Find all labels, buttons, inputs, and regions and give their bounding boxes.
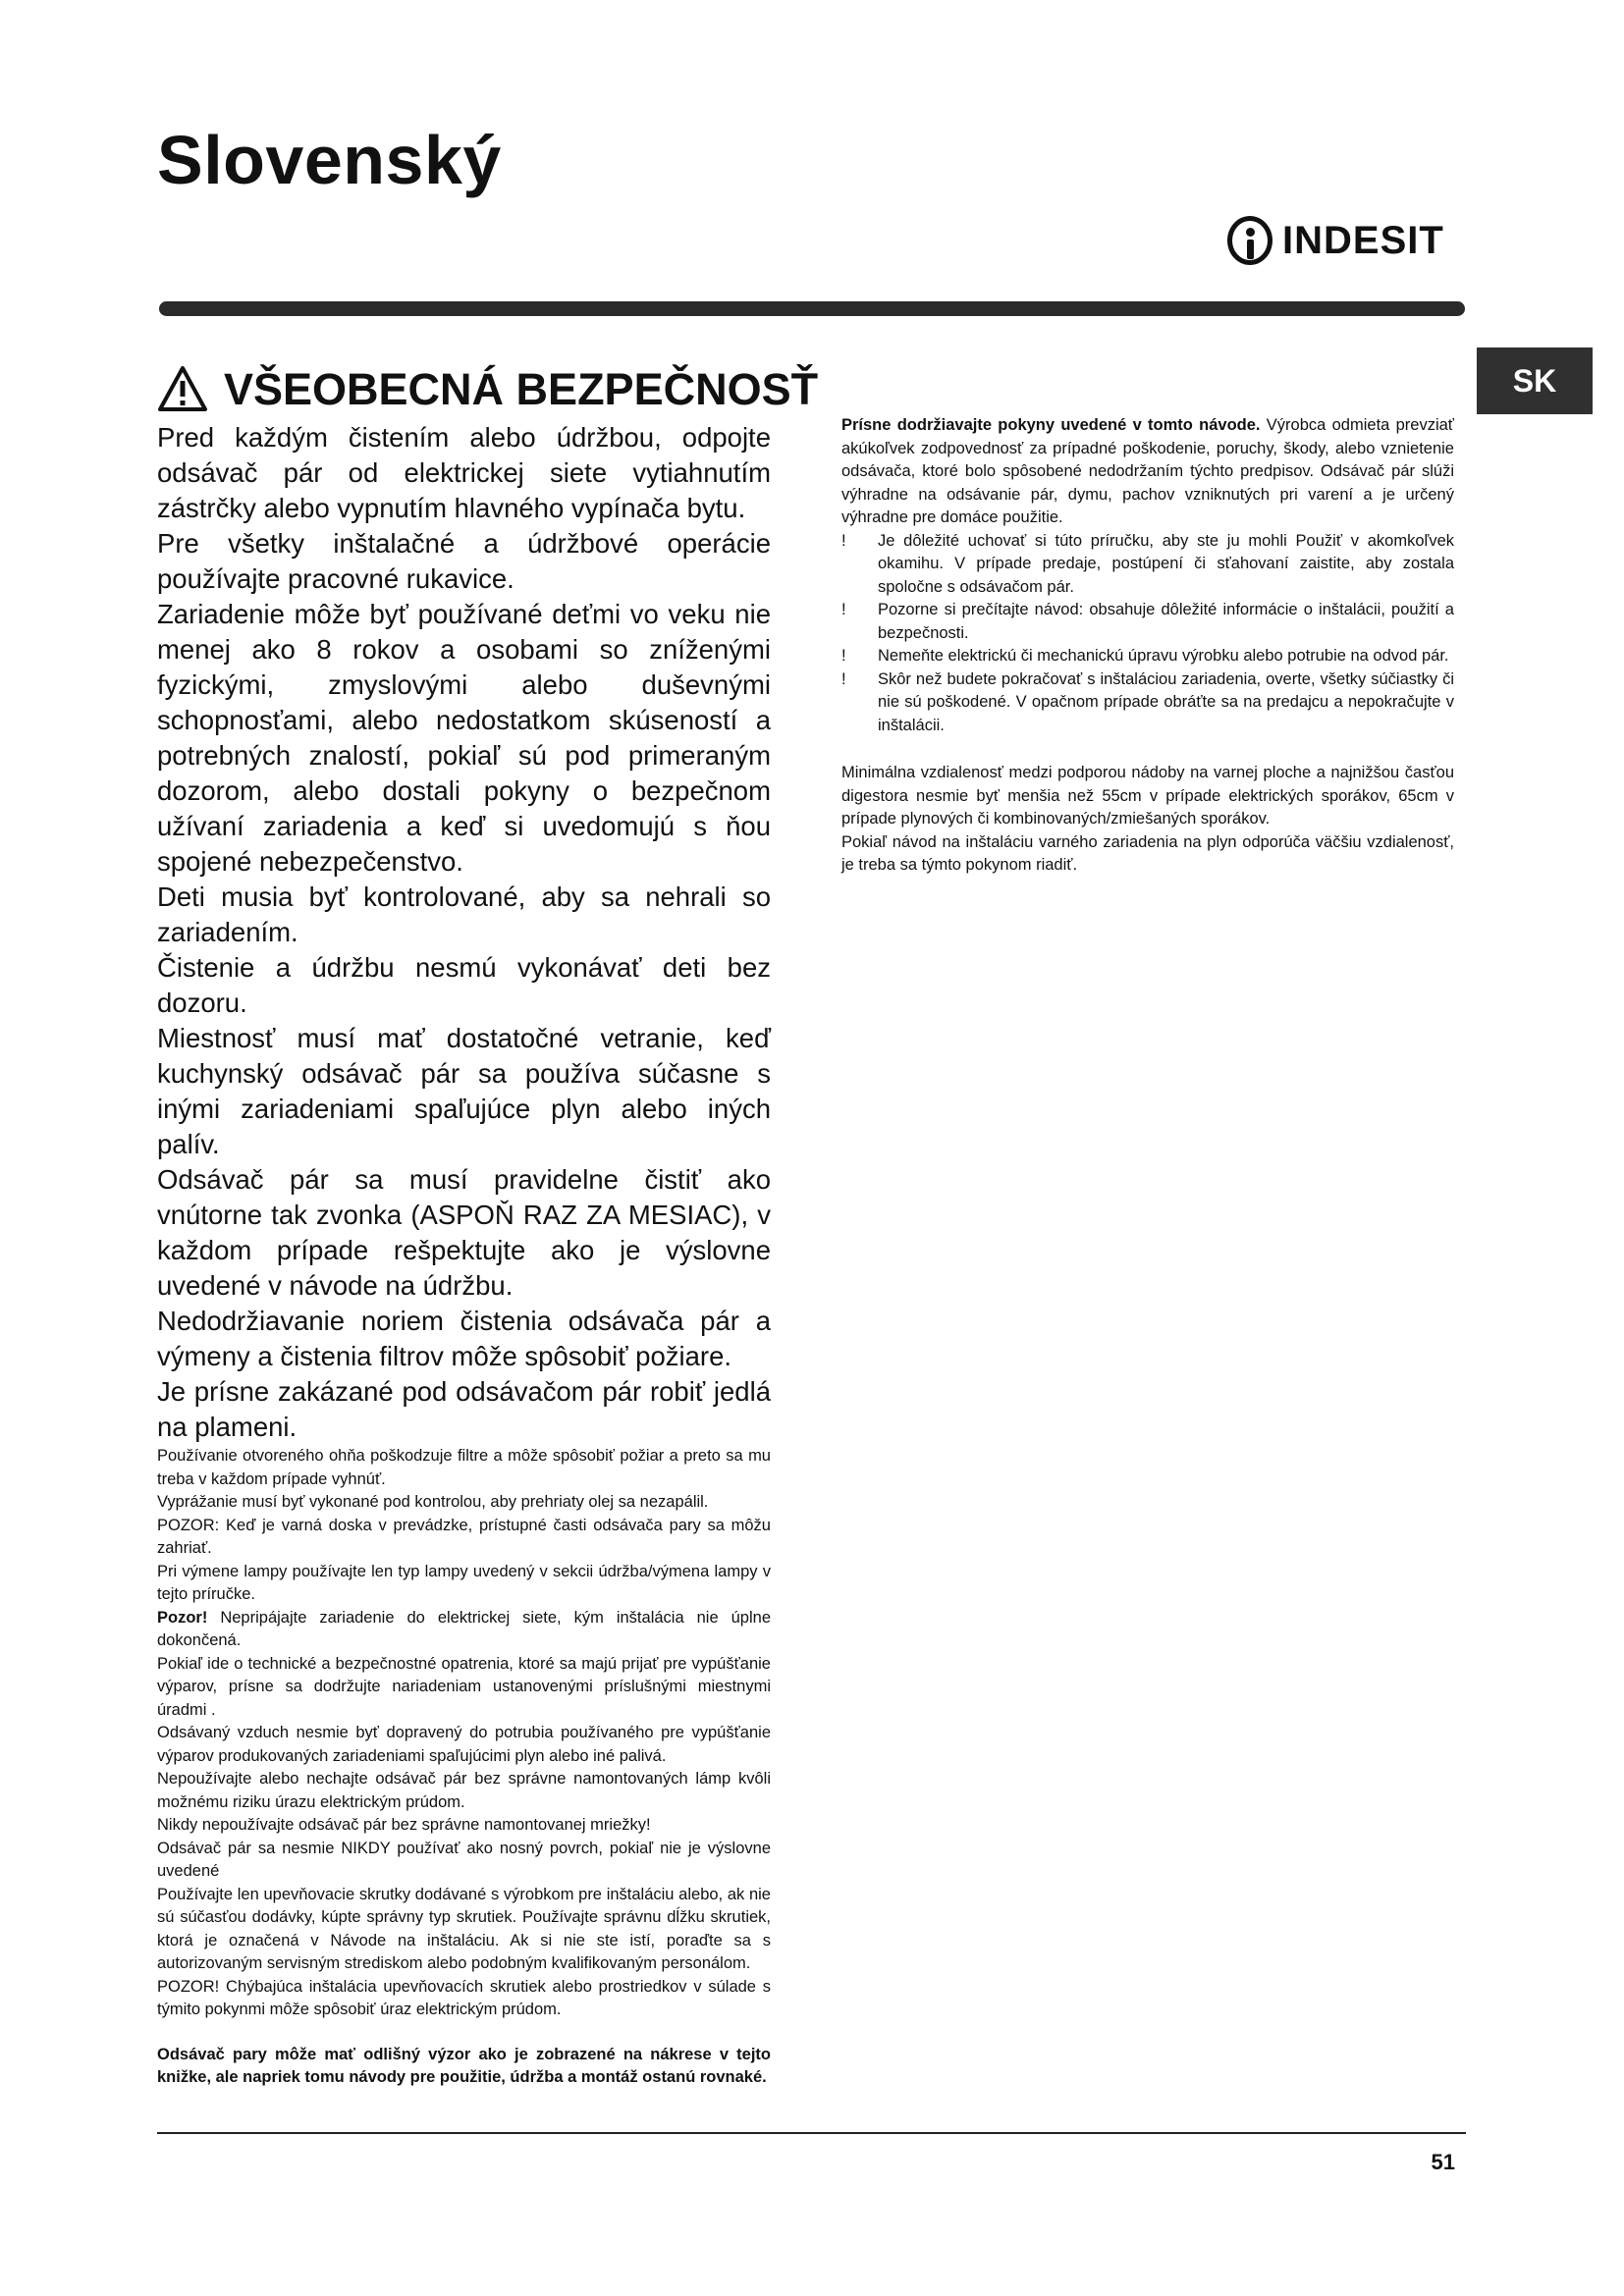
lead-paragraph: Je prísne zakázané pod odsávačom pár robiť jedlá na plameni.	[157, 1376, 771, 1442]
body-paragraph: POZOR! Chýbajúca inštalácia upevňovacích skrutiek alebo prostriedkov v súlade s týmito pokynmi môže spôsobiť úraz elektrickým prúdom.	[157, 1977, 771, 2018]
body-paragraph: Nepoužívajte alebo nechajte odsávač pár bez správne namontovaných lámp kvôli možnému riziku úrazu elektrickým prúdom.	[157, 1770, 771, 1811]
body-paragraph: Používajte len upevňovacie skrutky dodávané s výrobkom pre inštaláciu alebo, ak nie sú súčasťou dodávky, kúpte správny typ skrutiek. Používajte správnu dĺžku skrutiek, ktorá je označená v Návode na inštaláciu. Ak si nie ste istí, poraďte sa s autorizovaným servisným strediskom alebo podobným kvalifikovaným personálom.	[157, 1885, 771, 1972]
body-paragraph: Nikdy nepoužívajte odsávač pár bez správne namontovanej mriežky!	[157, 1816, 651, 1834]
exclamation-mark: !	[841, 669, 846, 688]
body-paragraph: Vyprážanie musí byť vykonané pod kontrolou, aby prehriaty olej sa nezapálil.	[157, 1493, 709, 1511]
footer-divider	[157, 2132, 1466, 2134]
distance-paragraph: Minimálna vzdialenosť medzi podporou nádoby na varnej ploche a najnižšou časťou digestora nesmie byť menšia než 55cm v prípade elektrických sporákov, 65cm v prípade plynových či kombinovaných/zmiešaných sporákov.	[841, 764, 1454, 828]
exclamation-mark: !	[841, 601, 846, 618]
note-item	[841, 599, 1454, 645]
exclamation-mark: !	[841, 531, 846, 550]
header-divider	[159, 301, 1465, 316]
body-paragraph: POZOR: Keď je varná doska v prevádzke, prístupné časti odsávača pary sa môžu zahriať.	[157, 1516, 771, 1557]
left-column	[157, 363, 819, 2090]
exclamation-mark: !	[841, 647, 846, 665]
right-column	[841, 414, 1454, 878]
body-paragraph: Odsávač pár sa nesmie NIKDY používať ako nosný povrch, pokiaľ nie je výslovne uvedené	[157, 1839, 771, 1880]
section-heading	[157, 363, 819, 414]
body-paragraph: Pri výmene lampy používajte len typ lampy uvedený v sekcii údržba/výmena lampy v tejto príručke.	[157, 1562, 771, 1603]
lead-paragraph: Zariadenie môže byť používané deťmi vo veku nie menej ako 8 rokov a osobami so zníženými fyzickými, zmyslovými alebo duševnými schopnosťami, alebo nedostatkom skúseností a potrebných znalostí, pokiaľ sú pod primeraným dozorom, alebo dostali pokyny o bezpečnom užívaní zariadenia a keď si uvedomujú s ňou spojené nebezpečenstvo.	[157, 599, 771, 877]
intro-bold: Prísne dodržiavajte pokyny uvedené v tomto návode.	[841, 416, 1261, 434]
closing-note: Odsávač pary môže mať odlišný výzor ako je zobrazené na nákrese v tejto knižke, ale napriek tomu návody pre použitie, údržba a montáž ostanú rovnaké.	[157, 2045, 771, 2086]
lead-paragraph: Čistenie a údržbu nesmú vykonávať deti bez dozoru.	[157, 952, 771, 1018]
note-text: Nemeňte elektrickú či mechanickú úpravu výrobku alebo potrubie na odvod pár.	[878, 647, 1449, 665]
lead-paragraph: Pre všetky inštalačné a údržbové operácie používajte pracovné rukavice.	[157, 528, 771, 594]
pozor-paragraph	[157, 1607, 771, 1653]
brand-logo	[1227, 208, 1444, 273]
note-item	[841, 668, 1454, 738]
lead-paragraph: Pred každým čistením alebo údržbou, odpojte odsávač pár od elektrickej siete vytiahnutím zástrčky alebo vypnutím hlavného vypínača bytu.	[157, 422, 771, 523]
intro-paragraph	[841, 414, 1454, 530]
body-paragraph: Používanie otvoreného ohňa poškodzuje filtre a môže spôsobiť požiar a preto sa mu treba v každom prípade vyhnúť.	[157, 1447, 771, 1488]
pozor-label: Pozor!	[157, 1608, 208, 1627]
note-text: Pozorne si prečítajte návod: obsahuje dôležité informácie o inštalácii, použití a bezpečnosti.	[878, 601, 1454, 642]
lead-paragraph: Miestnosť musí mať dostatočné vetranie, keď kuchynský odsávač pár sa používa súčasne s inými zariadeniami spaľujúce plyn alebo iných palív.	[157, 1023, 771, 1159]
pozor-text: Nepripájajte zariadenie do elektrickej siete, kým inštalácia nie úplne dokončená.	[157, 1608, 771, 1649]
note-text: Skôr než budete pokračovať s inštaláciou zariadenia, overte, všetky súčiastky či nie sú poškodené. V opačnom prípade obráťte sa na predajcu a nepokračujte v inštalácii.	[878, 669, 1454, 734]
note-item	[841, 530, 1454, 600]
page-number: 51	[1431, 2150, 1455, 2174]
language-tab: SK	[1477, 347, 1593, 414]
note-text: Je dôležité uchovať si túto príručku, aby ste ju mohli Použiť v akomkoľvek okamihu. V prípade predaje, postúpení či sťahovaní zaistite, aby zostala spoločne s odsávačom pár.	[878, 531, 1454, 596]
section-heading-text: VŠEOBECNÁ BEZPEČNOSŤ	[224, 363, 819, 414]
warning-triangle-icon	[157, 365, 208, 412]
lead-paragraph: Nedodržiavanie noriem čistenia odsávača pár a výmeny a čistenia filtrov môže spôsobiť požiare.	[157, 1306, 771, 1371]
lead-paragraph: Odsávač pár sa musí pravidelne čistiť ako vnútorne tak zvonka (ASPOŇ RAZ ZA MESIAC), v každom prípade rešpektujte ako je výslovne uvedené v návode na údržbu.	[157, 1164, 771, 1301]
distance-paragraph: Pokiaľ návod na inštaláciu varného zariadenia na plyn odporúča väčšiu vzdialenosť, je treba sa týmto pokynom riadiť.	[841, 832, 1454, 874]
brand-name: INDESIT	[1282, 219, 1444, 262]
body-paragraph: Odsávaný vzduch nesmie byť dopravený do potrubia používaného pre vypúšťanie výparov produkovaných zariadeniami spaľujúcimi plyn alebo iné palivá.	[157, 1724, 771, 1765]
lead-paragraph: Deti musia byť kontrolované, aby sa nehrali so zariadením.	[157, 881, 771, 947]
note-item	[841, 645, 1454, 668]
page-title: Slovenský	[157, 122, 502, 198]
body-paragraph: Pokiaľ ide o technické a bezpečnostné opatrenia, ktoré sa majú prijať pre vypúšťanie výparov, prísne sa dodržujte nariadeniam ustanovenými príslušnými miestnymi úradmi .	[157, 1654, 771, 1719]
indesit-logo-icon	[1227, 216, 1272, 265]
intro-text: Výrobca odmieta prevziať akúkoľvek zodpovednosť za prípadné poškodenie, poruchy, škody, alebo vznietenie odsávača, ktoré bolo spôsobené nedodržaním týchto predpisov. Odsávač pár slúži výhradne na odsávanie pár, dymu, pachov vzniknutých pri varení a je určený výhradne pre domáce použitie.	[841, 416, 1454, 526]
